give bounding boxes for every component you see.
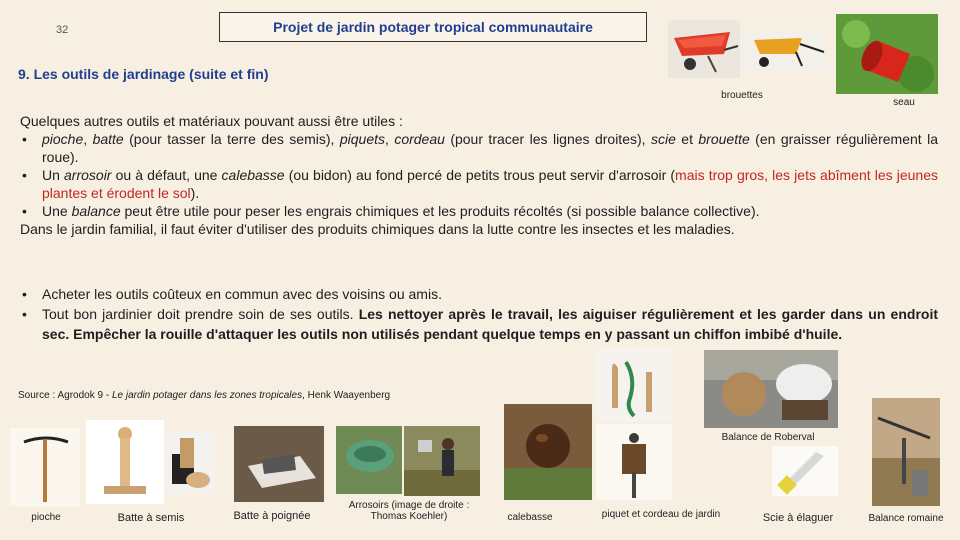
caption-seau: seau bbox=[893, 97, 915, 108]
pruning-saw-photo bbox=[772, 446, 838, 496]
caption-scie: Scie à élaguer bbox=[762, 512, 834, 524]
bullet-shared-tools: • Acheter les outils coûteux en commun avec des voisins ou amis. bbox=[20, 284, 938, 304]
wheelbarrow-yellow-photo bbox=[742, 30, 826, 72]
slide-number: 32 bbox=[56, 24, 69, 36]
watering-person-photo bbox=[404, 426, 480, 496]
caption-balance-roberval: Balance de Roberval bbox=[721, 432, 815, 443]
section-heading: 9. Les outils de jardinage (suite et fin) bbox=[18, 66, 269, 82]
caption-brouettes: brouettes bbox=[721, 90, 763, 101]
caption-batte-semis: Batte à semis bbox=[117, 512, 185, 524]
bullet-tool-care: • Tout bon jardinier doit prendre soin de ses outils. Les nettoyer après le travail, les aiguiser régulièrement et les garder dans un endroit sec. Empêcher la rouille d'attaquer les outils non utilisés pendant quelque temps en y passant un chiffon imbibé d'huile. bbox=[20, 304, 938, 344]
caption-pioche: pioche bbox=[31, 512, 61, 523]
seed-tamper-photo bbox=[86, 420, 164, 504]
stakes-photo bbox=[596, 348, 672, 422]
caption-arrosoirs: Arrosoirs (image de droite : Thomas Koehler) bbox=[348, 500, 470, 522]
caption-balance-romaine: Balance romaine bbox=[868, 513, 944, 524]
watering-can-photo bbox=[336, 426, 402, 494]
caption-piquet: piquet et cordeau de jardin bbox=[601, 509, 721, 520]
garden-line-photo bbox=[596, 424, 672, 500]
bullet-tools: • pioche, batte (pour tasser la terre des semis), piquets, cordeau (pour tracer les lignes droites), scie et brouette (en graisser régulièrement la roue). bbox=[20, 130, 938, 166]
bullet-watering: • Un arrosoir ou à défaut, une calebasse (ou bidon) au fond percé de petits trous peut servir d'arrosoir (mais trop gros, les jets abîment les jeunes plantes et érodent le sol). bbox=[20, 166, 938, 202]
roberval-scale-photo bbox=[704, 350, 838, 428]
source-citation: Source : Agrodok 9 - Le jardin potager dans les zones tropicales, Henk Waayenberg bbox=[18, 390, 391, 401]
tools-text bbox=[20, 112, 938, 238]
family-note: Dans le jardin familial, il faut éviter d'utiliser des produits chimiques dans la lutte contre les insectes et les maladies. bbox=[20, 221, 735, 237]
care-text bbox=[20, 284, 938, 344]
slide-title: Projet de jardin potager tropical communautaire bbox=[219, 12, 647, 42]
caption-calebasse: calebasse bbox=[507, 512, 553, 523]
steelyard-photo bbox=[872, 398, 940, 506]
bullet-scale: • Une balance peut être utile pour peser les engrais chimiques et les produits récoltés (si possible balance collective). bbox=[20, 202, 938, 220]
pickaxe-photo bbox=[10, 428, 80, 506]
hand-tamper-photo bbox=[166, 432, 214, 494]
bucket-photo bbox=[836, 14, 938, 94]
intro-line: Quelques autres outils et matériaux pouvant aussi être utiles : bbox=[20, 113, 403, 129]
flat-tamper-photo bbox=[234, 426, 324, 502]
calabash-photo bbox=[504, 404, 592, 500]
wheelbarrow-red-photo bbox=[668, 20, 740, 78]
caption-batte-poignee: Batte à poignée bbox=[233, 510, 311, 522]
